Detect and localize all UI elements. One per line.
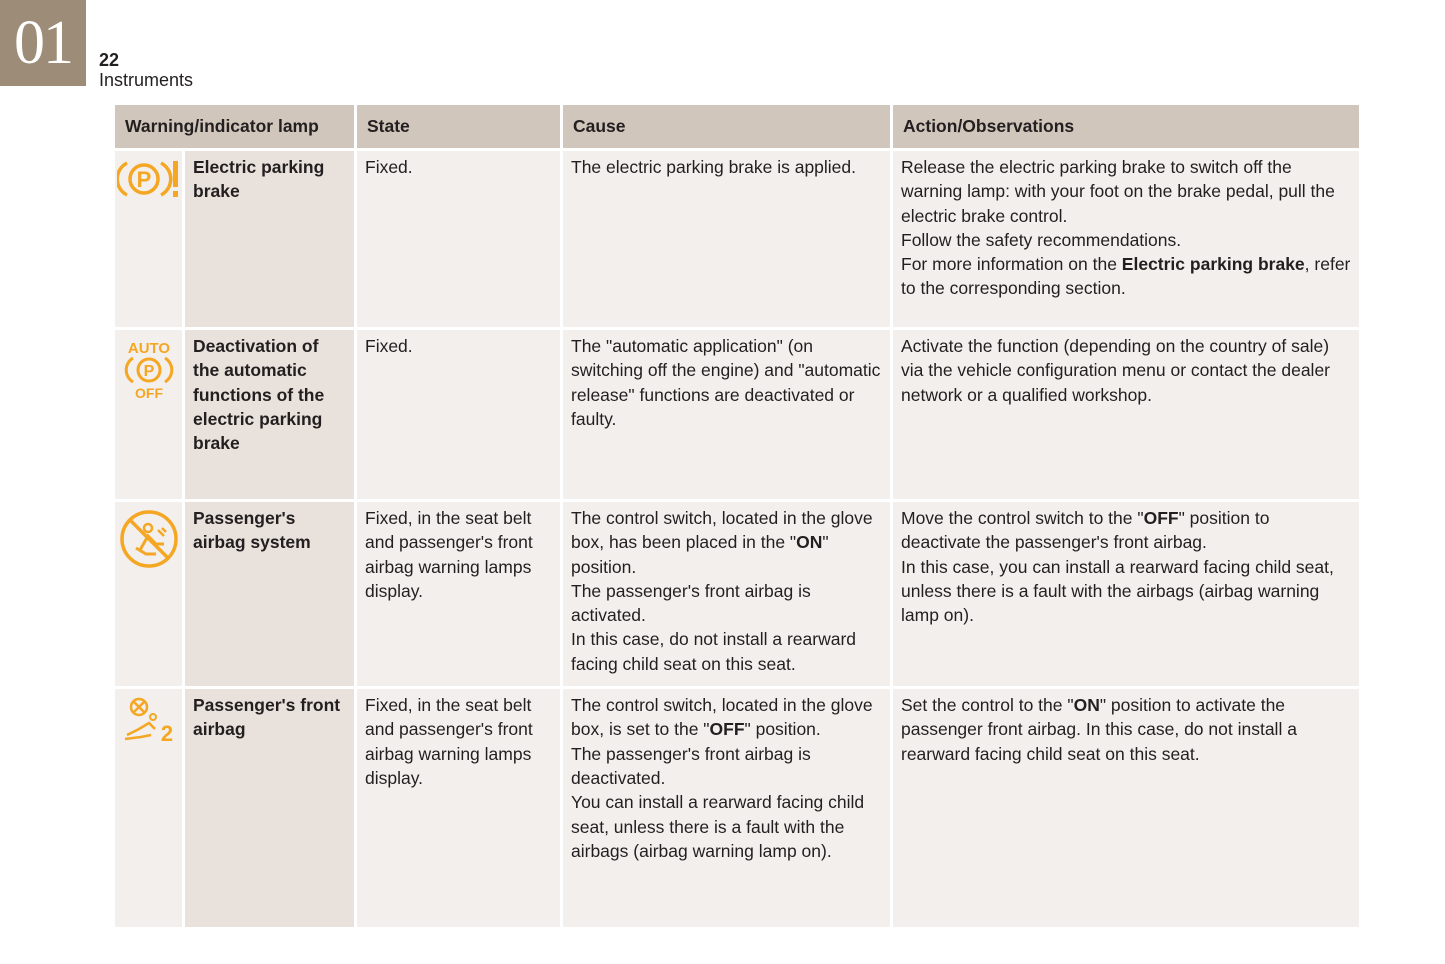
- lamp-cause: The "automatic application" (on switching off the engine) and "automatic release" functions are deactivated or faulty.: [562, 329, 892, 501]
- column-header-action: Action/Observations: [892, 104, 1361, 150]
- lamp-name: Passenger's front airbag: [184, 688, 356, 929]
- svg-text:P: P: [143, 363, 154, 380]
- lamp-cause: The control switch, located in the glove box, has been placed in the "ON" position. The passenger's front airbag is activated. In this case, do not install a rearward facing child seat on this seat.: [562, 501, 892, 688]
- auto-off-parking-brake-icon: [119, 336, 179, 402]
- passenger-front-airbag-icon: [119, 695, 179, 745]
- passenger-airbag-off-icon: [118, 508, 180, 570]
- table-row: [114, 329, 1361, 501]
- lamp-icon-cell: [114, 150, 184, 329]
- svg-text:2: 2: [160, 721, 173, 746]
- lamp-cause: The electric parking brake is applied.: [562, 150, 892, 329]
- lamp-name: Electric parking brake: [184, 150, 356, 329]
- lamp-icon-cell: [114, 501, 184, 688]
- lamp-cause: The control switch, located in the glove box, is set to the "OFF" position. The passenger's front airbag is deactivated. You can install a rearward facing child seat, unless there is a fault with the airbags (airbag warning lamp on).: [562, 688, 892, 929]
- lamp-action: Release the electric parking brake to switch off the warning lamp: with your foot on the brake pedal, pull the electric brake control. Follow the safety recommendations. For more information on the Electric parking brake, refer to the corresponding section.: [892, 150, 1361, 329]
- lamp-icon-cell: [114, 329, 184, 501]
- lamp-state: Fixed.: [356, 329, 562, 501]
- table-header-row: [114, 104, 1361, 150]
- column-header-lamp: Warning/indicator lamp: [114, 104, 356, 150]
- lamp-state: Fixed.: [356, 150, 562, 329]
- lamp-state: Fixed, in the seat belt and passenger's front airbag warning lamps display.: [356, 501, 562, 688]
- page-number: 22: [99, 50, 120, 70]
- section-title: Instruments: [99, 70, 194, 90]
- column-header-cause: Cause: [562, 104, 892, 150]
- lamp-action: Move the control switch to the "OFF" position to deactivate the passenger's front airbag. In this case, you can install a rearward facing child seat, unless there is a fault with the airbags (airbag warning lamp on).: [892, 501, 1361, 688]
- chapter-tab: [0, 0, 86, 86]
- svg-text:AUTO: AUTO: [127, 340, 170, 357]
- electric-parking-brake-icon: [117, 157, 181, 201]
- warning-lamp-table: [112, 102, 1362, 930]
- lamp-action: Activate the function (depending on the country of sale) via the vehicle configuration menu or contact the dealer network or a qualified workshop.: [892, 329, 1361, 501]
- lamp-action: Set the control to the "ON" position to activate the passenger front airbag. In this case, do not install a rearward facing child seat on this seat.: [892, 688, 1361, 929]
- svg-text:OFF: OFF: [134, 385, 163, 401]
- lamp-name: Deactivation of the automatic functions of the electric parking brake: [184, 329, 356, 501]
- column-header-state: State: [356, 104, 562, 150]
- table-row: [114, 688, 1361, 929]
- chapter-number: 01: [14, 8, 72, 77]
- table-row: [114, 150, 1361, 329]
- table-row: [114, 501, 1361, 688]
- lamp-name: Passenger's airbag system: [184, 501, 356, 688]
- lamp-icon-cell: [114, 688, 184, 929]
- lamp-state: Fixed, in the seat belt and passenger's front airbag warning lamps display.: [356, 688, 562, 929]
- svg-text:P: P: [136, 167, 152, 192]
